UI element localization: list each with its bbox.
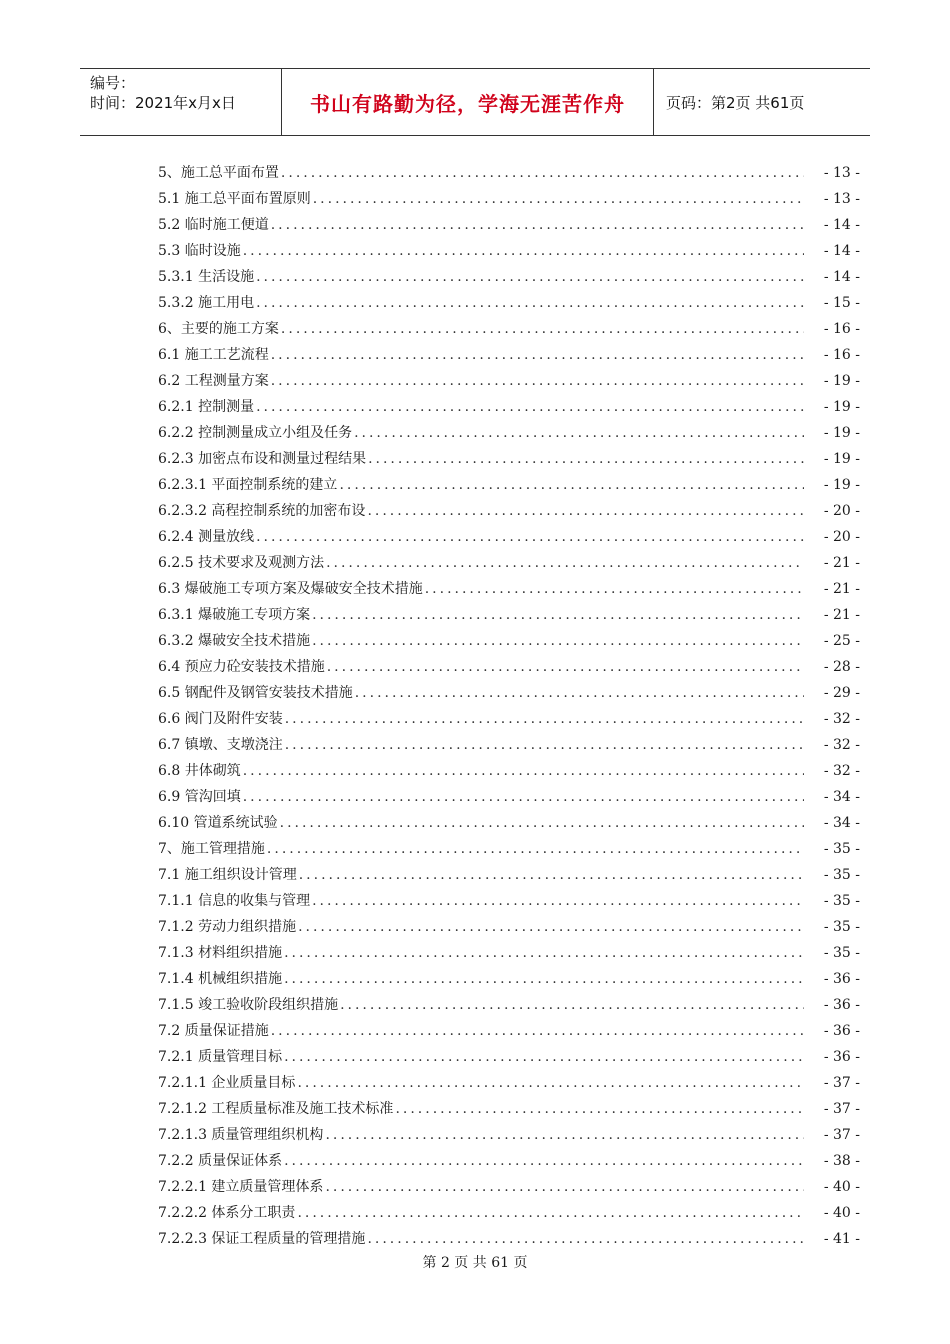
toc-entry-page: - 35 - [823,919,860,935]
toc-entry-page: - 20 - [823,503,860,519]
toc-entry-page: - 13 - [823,165,860,181]
toc-dot-leader [326,550,804,576]
toc-dot-leader [284,1148,804,1174]
toc-entry-title: 7、施工管理措施 [158,841,265,857]
toc-entry[interactable] [158,836,860,862]
toc-entry-title: 6.3.1 爆破施工专项方案 [158,607,311,623]
toc-entry-page: - 37 - [823,1101,860,1117]
toc-dot-leader [256,394,804,420]
toc-entry-title: 7.1 施工组织设计管理 [158,867,297,883]
table-of-contents [158,160,860,1252]
toc-entry-page: - 40 - [823,1205,860,1221]
toc-dot-leader [425,576,804,602]
toc-entry[interactable] [158,1200,860,1226]
toc-dot-leader [243,758,804,784]
toc-entry-title: 6.1 施工工艺流程 [158,347,269,363]
toc-entry-title: 5、施工总平面布置 [158,165,279,181]
toc-entry-title: 6.10 管道系统试验 [158,815,278,831]
toc-dot-leader [327,654,804,680]
toc-dot-leader [299,862,804,888]
toc-entry-page: - 21 - [823,581,860,597]
toc-entry-title: 7.1.5 竣工验收阶段组织措施 [158,997,339,1013]
toc-entry-page: - 37 - [823,1075,860,1091]
toc-entry-title: 7.2.2.1 建立质量管理体系 [158,1179,324,1195]
toc-entry-title: 5.3.2 施工用电 [158,295,255,311]
toc-entry-page: - 14 - [823,269,860,285]
header-meta [80,69,282,135]
header-motto-cell [282,69,654,135]
toc-entry-page: - 34 - [823,789,860,805]
toc-entry-page: - 36 - [823,997,860,1013]
toc-entry-title: 7.1.2 劳动力组织措施 [158,919,297,935]
toc-dot-leader [243,238,804,264]
toc-entry-title: 7.2.1.3 质量管理组织机构 [158,1127,324,1143]
toc-entry-page: - 14 - [823,217,860,233]
header-motto: 书山有路勤为径，学海无涯苦作舟 [310,91,625,116]
toc-entry[interactable] [158,264,860,290]
toc-entry-page: - 32 - [823,711,860,727]
toc-entry-page: - 32 - [823,737,860,753]
toc-entry-page: - 15 - [823,295,860,311]
toc-entry-page: - 34 - [823,815,860,831]
toc-entry[interactable] [158,550,860,576]
toc-entry-title: 6.7 镇墩、支墩浇注 [158,737,283,753]
toc-entry-page: - 14 - [823,243,860,259]
toc-entry-title: 5.2 临时施工便道 [158,217,269,233]
toc-entry[interactable] [158,602,860,628]
toc-entry-page: - 37 - [823,1127,860,1143]
toc-entry-title: 6.2.2 控制测量成立小组及任务 [158,425,353,441]
toc-dot-leader [280,810,804,836]
toc-dot-leader [297,1070,804,1096]
toc-entry-title: 6.5 钢配件及钢管安装技术措施 [158,685,353,701]
toc-entry-page: - 19 - [823,451,860,467]
toc-dot-leader [297,1200,804,1226]
toc-entry-title: 7.2.2.3 保证工程质量的管理措施 [158,1231,366,1247]
toc-dot-leader [312,888,804,914]
toc-entry[interactable] [158,914,860,940]
toc-entry-title: 6、主要的施工方案 [158,321,279,337]
toc-entry[interactable] [158,784,860,810]
toc-entry-title: 6.2.3 加密点布设和测量过程结果 [158,451,367,467]
toc-entry-page: - 16 - [823,321,860,337]
toc-entry-page: - 20 - [823,529,860,545]
document-date: 时间：2021年x月x日 [90,94,236,112]
toc-entry[interactable] [158,1122,860,1148]
toc-dot-leader [271,1018,804,1044]
document-number-label: 编号： [90,74,136,92]
toc-entry[interactable] [158,1018,860,1044]
toc-entry-title: 6.2.3.1 平面控制系统的建立 [158,477,338,493]
toc-entry-page: - 21 - [823,555,860,571]
toc-entry[interactable] [158,1044,860,1070]
toc-entry-title: 7.1.3 材料组织措施 [158,945,283,961]
toc-dot-leader [281,316,804,342]
toc-entry[interactable] [158,316,860,342]
toc-dot-leader [312,628,804,654]
toc-entry[interactable] [158,498,860,524]
toc-entry[interactable] [158,940,860,966]
header-page-number: 页码：第2页 共61页 [666,93,805,112]
toc-entry[interactable] [158,472,860,498]
toc-entry[interactable] [158,680,860,706]
toc-entry-page: - 19 - [823,477,860,493]
toc-dot-leader [256,264,804,290]
toc-entry-page: - 21 - [823,607,860,623]
toc-dot-leader [284,1044,804,1070]
toc-entry-title: 6.2.4 测量放线 [158,529,255,545]
toc-entry-title: 6.4 预应力砼安装技术措施 [158,659,325,675]
toc-entry-title: 7.2 质量保证措施 [158,1023,269,1039]
toc-entry-title: 6.6 阀门及附件安装 [158,711,283,727]
toc-entry-title: 6.9 管沟回填 [158,789,241,805]
toc-entry-page: - 35 - [823,841,860,857]
toc-entry[interactable] [158,888,860,914]
header-page-info [654,69,870,135]
toc-dot-leader [368,446,804,472]
toc-entry-title: 6.2 工程测量方案 [158,373,269,389]
toc-entry-page: - 36 - [823,1049,860,1065]
toc-entry-page: - 38 - [823,1153,860,1169]
page-footer: 第 2 页 共 61 页 [422,1255,528,1271]
toc-entry[interactable] [158,706,860,732]
toc-entry-title: 7.2.1.1 企业质量目标 [158,1075,296,1091]
toc-entry-title: 7.2.1 质量管理目标 [158,1049,283,1065]
page-header [80,68,870,136]
toc-entry[interactable] [158,1096,860,1122]
toc-entry[interactable] [158,160,860,186]
toc-entry[interactable] [158,1174,860,1200]
toc-dot-leader [325,1122,804,1148]
toc-entry[interactable] [158,446,860,472]
toc-entry-title: 7.1.1 信息的收集与管理 [158,893,311,909]
toc-entry[interactable] [158,420,860,446]
toc-entry-title: 5.1 施工总平面布置原则 [158,191,311,207]
toc-dot-leader [355,680,804,706]
toc-entry-page: - 41 - [823,1231,860,1247]
toc-entry-title: 7.2.2 质量保证体系 [158,1153,283,1169]
toc-entry[interactable] [158,628,860,654]
toc-entry-page: - 19 - [823,399,860,415]
toc-entry-title: 6.2.5 技术要求及观测方法 [158,555,325,571]
toc-dot-leader [284,966,804,992]
toc-entry-title: 6.2.1 控制测量 [158,399,255,415]
toc-entry[interactable] [158,1148,860,1174]
toc-entry-page: - 25 - [823,633,860,649]
toc-dot-leader [271,212,804,238]
toc-entry[interactable] [158,732,860,758]
toc-entry-page: - 29 - [823,685,860,701]
toc-dot-leader [325,1174,804,1200]
toc-dot-leader [271,342,804,368]
toc-dot-leader [339,472,804,498]
toc-entry[interactable] [158,862,860,888]
toc-dot-leader [284,940,804,966]
toc-dot-leader [298,914,804,940]
toc-entry-title: 6.2.3.2 高程控制系统的加密布设 [158,503,366,519]
toc-entry-page: - 16 - [823,347,860,363]
toc-entry-title: 5.3.1 生活设施 [158,269,255,285]
toc-entry[interactable] [158,758,860,784]
toc-dot-leader [256,290,804,316]
toc-dot-leader [281,160,804,186]
toc-entry[interactable] [158,654,860,680]
toc-dot-leader [395,1096,804,1122]
toc-entry[interactable] [158,290,860,316]
toc-dot-leader [340,992,804,1018]
toc-entry[interactable] [158,810,860,836]
toc-entry[interactable] [158,1226,860,1252]
toc-entry-title: 7.2.2.2 体系分工职责 [158,1205,296,1221]
toc-entry-page: - 28 - [823,659,860,675]
toc-entry-page: - 40 - [823,1179,860,1195]
toc-dot-leader [271,368,804,394]
toc-entry[interactable] [158,576,860,602]
toc-dot-leader [267,836,804,862]
toc-entry-page: - 19 - [823,425,860,441]
toc-entry-title: 6.3 爆破施工专项方案及爆破安全技术措施 [158,581,423,597]
toc-dot-leader [256,524,804,550]
toc-dot-leader [313,186,804,212]
toc-dot-leader [312,602,804,628]
toc-entry[interactable] [158,342,860,368]
toc-entry[interactable] [158,524,860,550]
toc-entry[interactable] [158,238,860,264]
toc-entry-page: - 13 - [823,191,860,207]
toc-dot-leader [367,498,804,524]
toc-dot-leader [285,732,804,758]
toc-entry[interactable] [158,966,860,992]
toc-dot-leader [285,706,804,732]
toc-entry-title: 6.3.2 爆破安全技术措施 [158,633,311,649]
toc-entry[interactable] [158,992,860,1018]
toc-entry-page: - 35 - [823,867,860,883]
toc-dot-leader [354,420,804,446]
toc-entry-page: - 32 - [823,763,860,779]
toc-entry[interactable] [158,394,860,420]
toc-entry-title: 7.1.4 机械组织措施 [158,971,283,987]
toc-entry-page: - 35 - [823,945,860,961]
toc-entry-page: - 36 - [823,1023,860,1039]
toc-entry-title: 7.2.1.2 工程质量标准及施工技术标准 [158,1101,394,1117]
toc-entry[interactable] [158,212,860,238]
toc-dot-leader [243,784,804,810]
toc-entry-title: 5.3 临时设施 [158,243,241,259]
toc-entry-title: 6.8 井体砌筑 [158,763,241,779]
toc-entry[interactable] [158,186,860,212]
toc-dot-leader [367,1226,804,1252]
toc-entry-page: - 36 - [823,971,860,987]
toc-entry[interactable] [158,368,860,394]
toc-entry-page: - 35 - [823,893,860,909]
toc-entry-page: - 19 - [823,373,860,389]
toc-entry[interactable] [158,1070,860,1096]
